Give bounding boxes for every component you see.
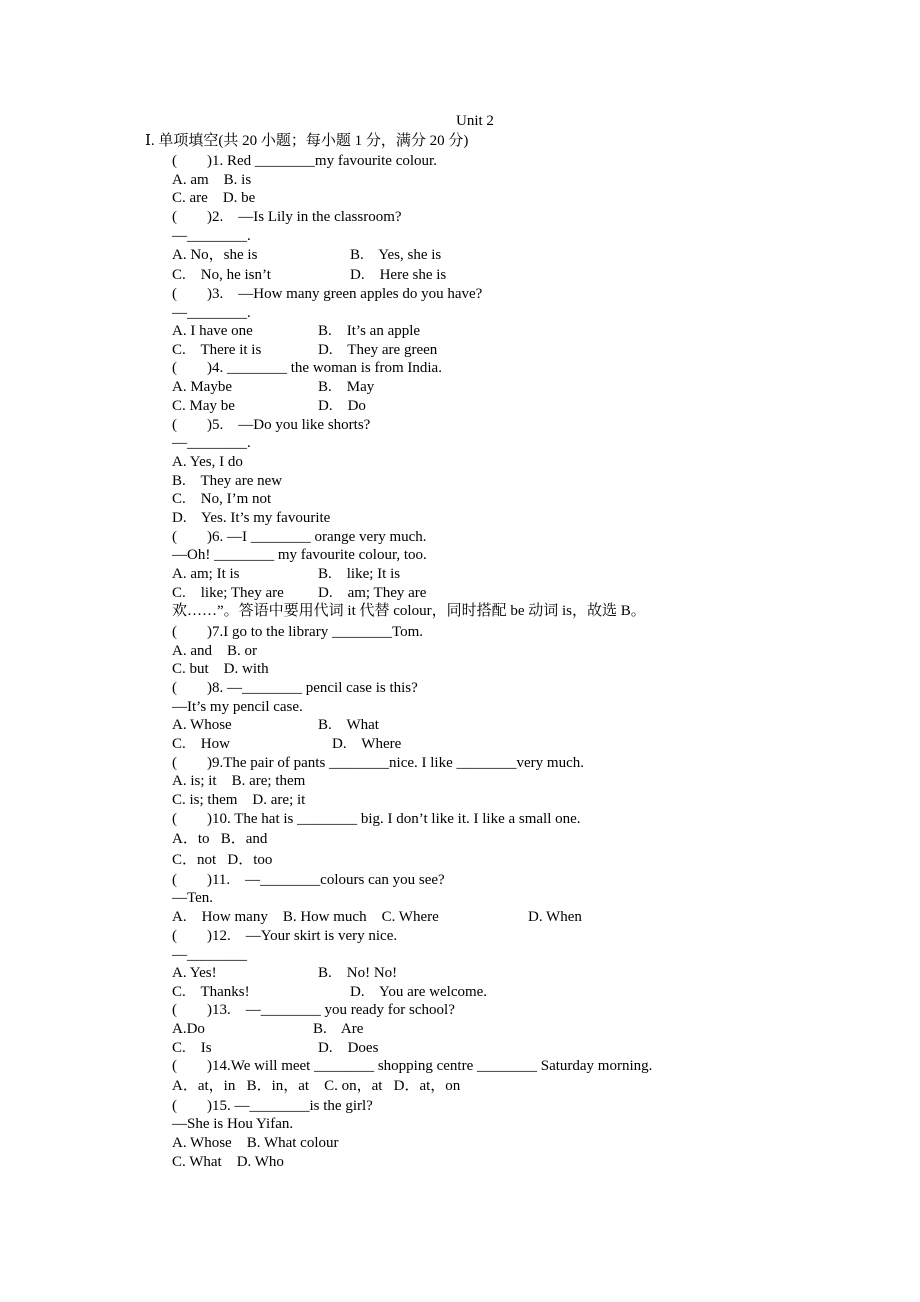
text-line: A. am; It is (172, 566, 240, 582)
text-line: C. Thanks! (172, 984, 250, 1000)
text-line: ( )7.I go to the library ________Tom. (172, 624, 423, 640)
text-line: A. I have one (172, 323, 253, 339)
text-line: —Oh! ________ my favourite colour, too. (172, 547, 427, 563)
text-line: C．not D．too (172, 852, 273, 868)
text-line-option: D. When (528, 909, 582, 925)
text-line: —It’s my pencil case. (172, 699, 303, 715)
text-line-option: D. Where (332, 736, 402, 752)
text-line: ( )13. —________ you ready for school? (172, 1002, 455, 1018)
text-line: A. Yes! (172, 965, 217, 981)
text-line-option: D. Here she is (350, 267, 447, 283)
text-line: ( )14.We will meet ________ shopping centre ________ Saturday morning. (172, 1058, 653, 1074)
text-line: C. How (172, 736, 230, 752)
text-line: A．to B．and (172, 831, 268, 847)
text-line: A. Whose B. What colour (172, 1135, 339, 1151)
section-heading: Ⅰ. 单项填空(共 20 小题；每小题 1 分，满分 20 分) (145, 133, 469, 149)
text-line-option: D. Do (318, 398, 366, 414)
text-line: —She is Hou Yifan. (172, 1116, 294, 1132)
text-line-option: B. Are (313, 1021, 364, 1037)
text-line: C. What D. Who (172, 1154, 284, 1170)
text-line: A.Do (172, 1021, 205, 1037)
text-line: D. Yes. It’s my favourite (172, 510, 331, 526)
text-line: C. May be (172, 398, 235, 414)
text-line: —________. (172, 305, 251, 321)
text-line: C. are D. be (172, 190, 256, 206)
text-line: A. Maybe (172, 379, 232, 395)
text-line-option: D. Does (318, 1040, 379, 1056)
text-line: C. No, he isn’t (172, 267, 271, 283)
text-line: C. No, I’m not (172, 491, 272, 507)
text-line: ( )12. —Your skirt is very nice. (172, 928, 398, 944)
text-line: ( )6. —I ________ orange very much. (172, 529, 427, 545)
text-line: C. Is (172, 1040, 212, 1056)
text-line: ( )5. —Do you like shorts? (172, 417, 371, 433)
text-line: B. They are new (172, 473, 283, 489)
document-title: Unit 2 (456, 113, 494, 129)
text-line: ( )8. —________ pencil case is this? (172, 680, 418, 696)
text-line: A. and B. or (172, 643, 257, 659)
text-line: A．at，in B．in，at C. on，at D．at，on (172, 1078, 461, 1094)
text-line: A. is; it B. are; them (172, 773, 306, 789)
text-line-option: B. like; It is (318, 566, 401, 582)
text-line: A. Yes, I do (172, 454, 243, 470)
text-line: A. Whose (172, 717, 232, 733)
text-line-option: B. May (318, 379, 375, 395)
text-line: —________. (172, 228, 251, 244)
text-line: C. is; them D. are; it (172, 792, 306, 808)
text-line: ( )1. Red ________my favourite colour. (172, 153, 437, 169)
text-line: —________. (172, 435, 251, 451)
text-line: ( )3. —How many green apples do you have? (172, 286, 483, 302)
text-line-option: D. am; They are (318, 585, 427, 601)
text-line-option: B. No! No! (318, 965, 398, 981)
text-line: —Ten. (172, 890, 214, 906)
text-line-option: B. It’s an apple (318, 323, 421, 339)
text-line: ( )4. ________ the woman is from India. (172, 360, 442, 376)
text-line-option: D. They are green (318, 342, 438, 358)
text-line: —________ (172, 947, 247, 963)
text-line: A. No，she is (172, 247, 258, 263)
text-line: ( )15. —________is the girl? (172, 1098, 373, 1114)
text-line: A. am B. is (172, 172, 252, 188)
text-line: ( )10. The hat is ________ big. I don’t like it. I like a small one. (172, 811, 581, 827)
text-line: C. but D. with (172, 661, 269, 677)
text-line: C. like; They are (172, 585, 284, 601)
text-line: ( )9.The pair of pants ________nice. I like ________very much. (172, 755, 584, 771)
text-line: ( )2. —Is Lily in the classroom? (172, 209, 402, 225)
text-line: A. How many B. How much C. Where (172, 909, 439, 925)
text-line-option: B. Yes, she is (350, 247, 442, 263)
text-line: 欢……”。答语中要用代词 it 代替 colour，同时搭配 be 动词 is，故选 B。 (172, 603, 646, 619)
text-line-option: D. You are welcome. (350, 984, 488, 1000)
text-line: C. There it is (172, 342, 262, 358)
text-line-option: B. What (318, 717, 379, 733)
text-line: ( )11. —________colours can you see? (172, 872, 445, 888)
